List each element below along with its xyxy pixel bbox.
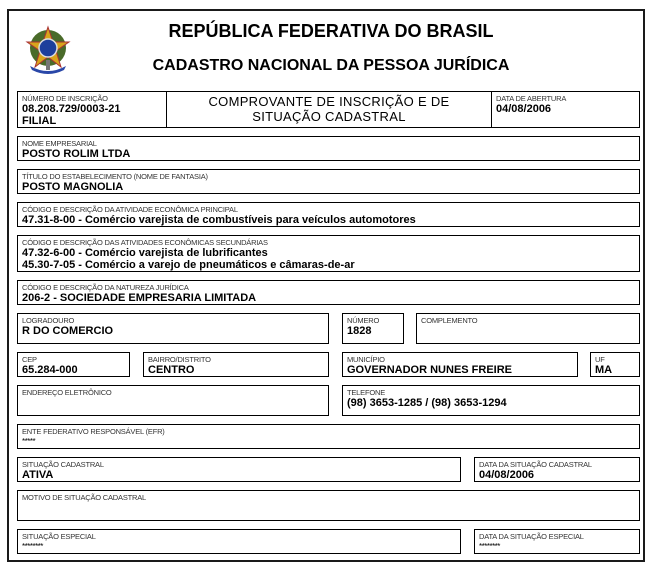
atividade-principal-box (17, 202, 640, 227)
cep-label: CEP (22, 355, 37, 364)
bairro-value: CENTRO (148, 364, 195, 376)
telefone-value: (98) 3653-1285 / (98) 3653-1294 (347, 397, 507, 409)
nome-empresarial-box (17, 136, 640, 161)
efr-label: ENTE FEDERATIVO RESPONSÁVEL (EFR) (22, 427, 165, 436)
natureza-juridica-label: CÓDIGO E DESCRIÇÃO DA NATUREZA JURÍDICA (22, 283, 189, 292)
numero-box (342, 313, 404, 344)
efr-box (17, 424, 640, 449)
situacao-value: ATIVA (22, 469, 54, 481)
situacao-especial-label: SITUAÇÃO ESPECIAL (22, 532, 96, 541)
numero-label: NÚMERO (347, 316, 380, 325)
comprovante-line2: SITUAÇÃO CADASTRAL (252, 109, 406, 124)
motivo-label: MOTIVO DE SITUAÇÃO CADASTRAL (22, 493, 147, 502)
uf-label: UF (595, 355, 605, 364)
inscricao-label: NÚMERO DE INSCRIÇÃO (22, 94, 108, 103)
complemento-box (416, 313, 640, 344)
email-label: ENDEREÇO ELETRÔNICO (22, 388, 112, 397)
atividade-secundaria-item: 45.30-7-05 - Comércio a varejo de pneumáticos e câmaras-de-ar (22, 259, 355, 271)
situacao-especial-box (17, 529, 461, 554)
data-situacao-box (474, 457, 640, 482)
natureza-juridica-box (17, 280, 640, 305)
comprovante-line1: COMPROVANTE DE INSCRIÇÃO E DE (208, 94, 450, 109)
data-situacao-especial-value: ******** (479, 542, 500, 551)
abertura-label: DATA DE ABERTURA (496, 94, 567, 103)
nome-fantasia-value: POSTO MAGNOLIA (22, 181, 124, 193)
situacao-especial-value: ******** (22, 542, 43, 551)
numero-value: 1828 (347, 325, 372, 337)
inscricao-tipo: FILIAL (22, 115, 57, 127)
atividade-principal-label: CÓDIGO E DESCRIÇÃO DA ATIVIDADE ECONÔMICA PRINCIPAL (22, 205, 238, 214)
situacao-box (17, 457, 461, 482)
telefone-box (342, 385, 640, 416)
municipio-label: MUNICÍPIO (347, 355, 385, 364)
bairro-box (143, 352, 329, 377)
data-situacao-especial-label: DATA DA SITUAÇÃO ESPECIAL (479, 532, 584, 541)
cep-box (17, 352, 130, 377)
motivo-box (17, 490, 640, 521)
atividades-secundarias-label: CÓDIGO E DESCRIÇÃO DAS ATIVIDADES ECONÔMICAS SECUNDÁRIAS (22, 238, 268, 247)
logradouro-label: LOGRADOURO (22, 316, 75, 325)
logradouro-box (17, 313, 329, 344)
municipio-box (342, 352, 578, 377)
email-box (17, 385, 329, 416)
natureza-juridica-value: 206-2 - SOCIEDADE EMPRESARIA LIMITADA (22, 292, 257, 304)
page-title: REPÚBLICA FEDERATIVA DO BRASIL (168, 21, 494, 41)
data-situacao-value: 04/08/2006 (479, 469, 535, 481)
atividades-secundarias-box (17, 235, 640, 272)
atividade-principal-value: 47.31-8-00 - Comércio varejista de combustíveis para veículos automotores (22, 214, 416, 226)
abertura-value: 04/08/2006 (496, 103, 552, 115)
abertura-box (491, 91, 640, 128)
data-situacao-especial-box (474, 529, 640, 554)
atividade-secundaria-item: 47.32-6-00 - Comércio varejista de lubrificantes (22, 247, 268, 259)
uf-box (590, 352, 640, 377)
inscricao-numero: 08.208.729/0003-21 (22, 103, 121, 115)
inscricao-box (17, 91, 167, 128)
complemento-label: COMPLEMENTO (421, 316, 478, 325)
uf-value: MA (595, 364, 613, 376)
data-situacao-label: DATA DA SITUAÇÃO CADASTRAL (479, 460, 592, 469)
logradouro-value: R DO COMERCIO (22, 325, 114, 337)
nome-empresarial-value: POSTO ROLIM LTDA (22, 148, 131, 160)
situacao-label: SITUAÇÃO CADASTRAL (22, 460, 104, 469)
municipio-value: GOVERNADOR NUNES FREIRE (347, 364, 513, 376)
nome-empresarial-label: NOME EMPRESARIAL (22, 139, 97, 148)
nome-fantasia-label: TÍTULO DO ESTABELECIMENTO (NOME DE FANTASIA) (22, 172, 208, 181)
comprovante-box (166, 91, 492, 128)
nome-fantasia-box (17, 169, 640, 194)
telefone-label: TELEFONE (347, 388, 385, 397)
cep-value: 65.284-000 (22, 364, 78, 376)
page-subtitle: CADASTRO NACIONAL DA PESSOA JURÍDICA (152, 57, 510, 74)
efr-value: ***** (22, 437, 36, 446)
bairro-label: BAIRRO/DISTRITO (148, 355, 211, 364)
